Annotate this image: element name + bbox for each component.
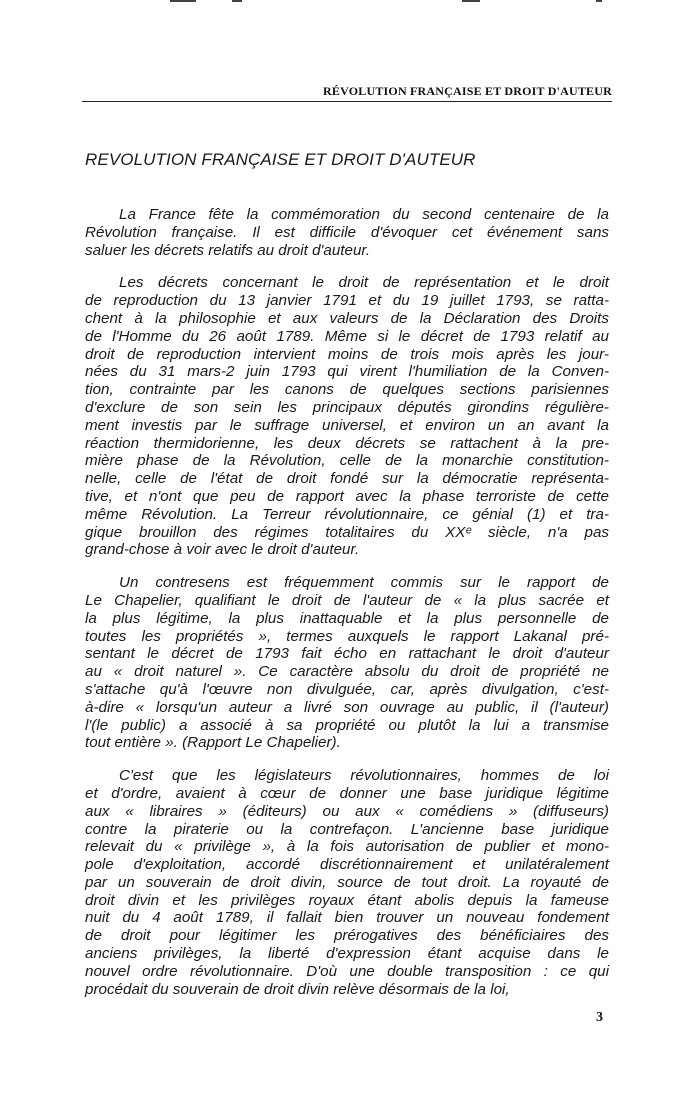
text-line: mière phase de la Révolution, celle de la monarchie constitution- (85, 452, 609, 470)
text-line: Le Chapelier, qualifiant le droit de l'auteur de « la plus sacrée et (85, 591, 609, 609)
text-line: droit divin et les privilèges royaux étant abolis depuis la fameuse (85, 891, 609, 909)
text-line: nées du 31 mars-2 juin 1793 qui virent l'humiliation de la Conven- (85, 363, 609, 381)
text-line: par un souverain de droit divin, source de tout droit. La royauté de (85, 873, 609, 891)
text-line: toutes les propriétés », termes auxquels le rapport Lakanal pré- (85, 627, 609, 645)
text-line: même Révolution. La Terreur révolutionnaire, ce génial (1) et tra- (85, 505, 609, 523)
text-line: aux « libraires » (éditeurs) ou aux « comédiens » (diffuseurs) (85, 802, 609, 820)
text-line: l'(le public) a associé à sa propriété ou plutôt la lui a transmise (85, 716, 609, 734)
text-line: au « droit naturel ». Ce caractère absolu du droit de propriété ne (85, 663, 609, 681)
text-line: C'est que les législateurs révolutionnaires, hommes de loi (119, 767, 609, 785)
text-line: Un contresens est fréquemment commis sur le rapport de (119, 574, 609, 592)
text-line: relevait du « privilège », à la fois autorisation de publier et mono- (85, 838, 609, 856)
scan-top-marks (0, 0, 700, 6)
text-line: nelle, celle de l'état de droit fondé sur la démocratie représenta- (85, 470, 609, 488)
text-line: procédait du souverain de droit divin relève désormais de la loi, (85, 980, 510, 998)
paragraph (85, 767, 609, 998)
text-line: à-dire « lorsqu'un auteur a livré son ouvrage au public, il (l'auteur) (85, 698, 609, 716)
text-line: nouvel ordre révolutionnaire. D'où une double transposition : ce qui (85, 962, 609, 980)
text-line: tout entière ». (Rapport Le Chapelier). (85, 734, 341, 752)
text-line: saluer les décrets relatifs au droit d'auteur. (85, 241, 371, 259)
text-line: anciens privilèges, la liberté d'expression étant acquise dans le (85, 945, 609, 963)
text-line: sentant le décret de 1793 fait écho en rattachant le droit d'auteur (85, 645, 609, 663)
text-line: de l'Homme du 26 août 1789. Même si le décret de 1793 relatif au (85, 327, 609, 345)
text-line: ment investis par le suffrage universel, et environ un an avant la (85, 416, 609, 434)
text-line: d'exclure de son sein les principaux députés girondins régulière- (85, 398, 609, 416)
text-line: tive, et n'ont que peu de rapport avec la phase terroriste de cette (85, 487, 609, 505)
article-body (85, 206, 609, 1013)
text-line: Les décrets concernant le droit de représentation et le droit (119, 274, 609, 292)
text-line: contre la piraterie ou la contrefaçon. L'ancienne base juridique (85, 820, 609, 838)
text-line: droit de reproduction intervient moins de trois mois après les jour- (85, 345, 609, 363)
text-line: grand-chose à voir avec le droit d'auteur. (85, 541, 360, 559)
text-line: La France fête la commémoration du second centenaire de la (119, 206, 609, 223)
text-line: Révolution française. Il est difficile d'évoquer cet événement sans (85, 223, 609, 241)
text-line: s'attache qu'à l'œuvre non divulguée, car, après divulgation, c'est- (85, 680, 609, 698)
paragraph (85, 274, 609, 559)
header-rule (82, 101, 612, 102)
text-line: réaction thermidorienne, les deux décrets se rattachent à la pre- (85, 434, 609, 452)
text-line: de droit pour légitimer les prérogatives des bénéficiaires des (85, 927, 609, 945)
paragraph (85, 206, 609, 259)
text-line: pole d'exploitation, accordé discrétionnairement et unilatéralement (85, 856, 609, 874)
text-line: nuit du 4 août 1789, il fallait bien trouver un nouveau fondement (85, 909, 609, 927)
text-line: chent à la philosophie et aux valeurs de la Déclaration des Droits (85, 309, 609, 327)
text-line: gique brouillon des régimes totalitaires du XXᵉ siècle, n'a pas (85, 523, 609, 541)
text-line: tion, contrainte par les canons de quelques sections parisiennes (85, 381, 609, 399)
running-head: RÉVOLUTION FRANÇAISE ET DROIT D'AUTEUR (323, 84, 612, 98)
text-line: la plus légitime, la plus inattaquable et la plus personnelle de (85, 609, 609, 627)
article-title: REVOLUTION FRANÇAISE ET DROIT D'AUTEUR (85, 150, 476, 169)
text-line: et d'ordre, avaient à cœur de donner une base juridique légitime (85, 784, 609, 802)
text-line: de reproduction du 13 janvier 1791 et du 19 juillet 1793, se ratta- (85, 292, 609, 310)
paragraph (85, 574, 609, 752)
page-number: 3 (596, 1010, 603, 1025)
